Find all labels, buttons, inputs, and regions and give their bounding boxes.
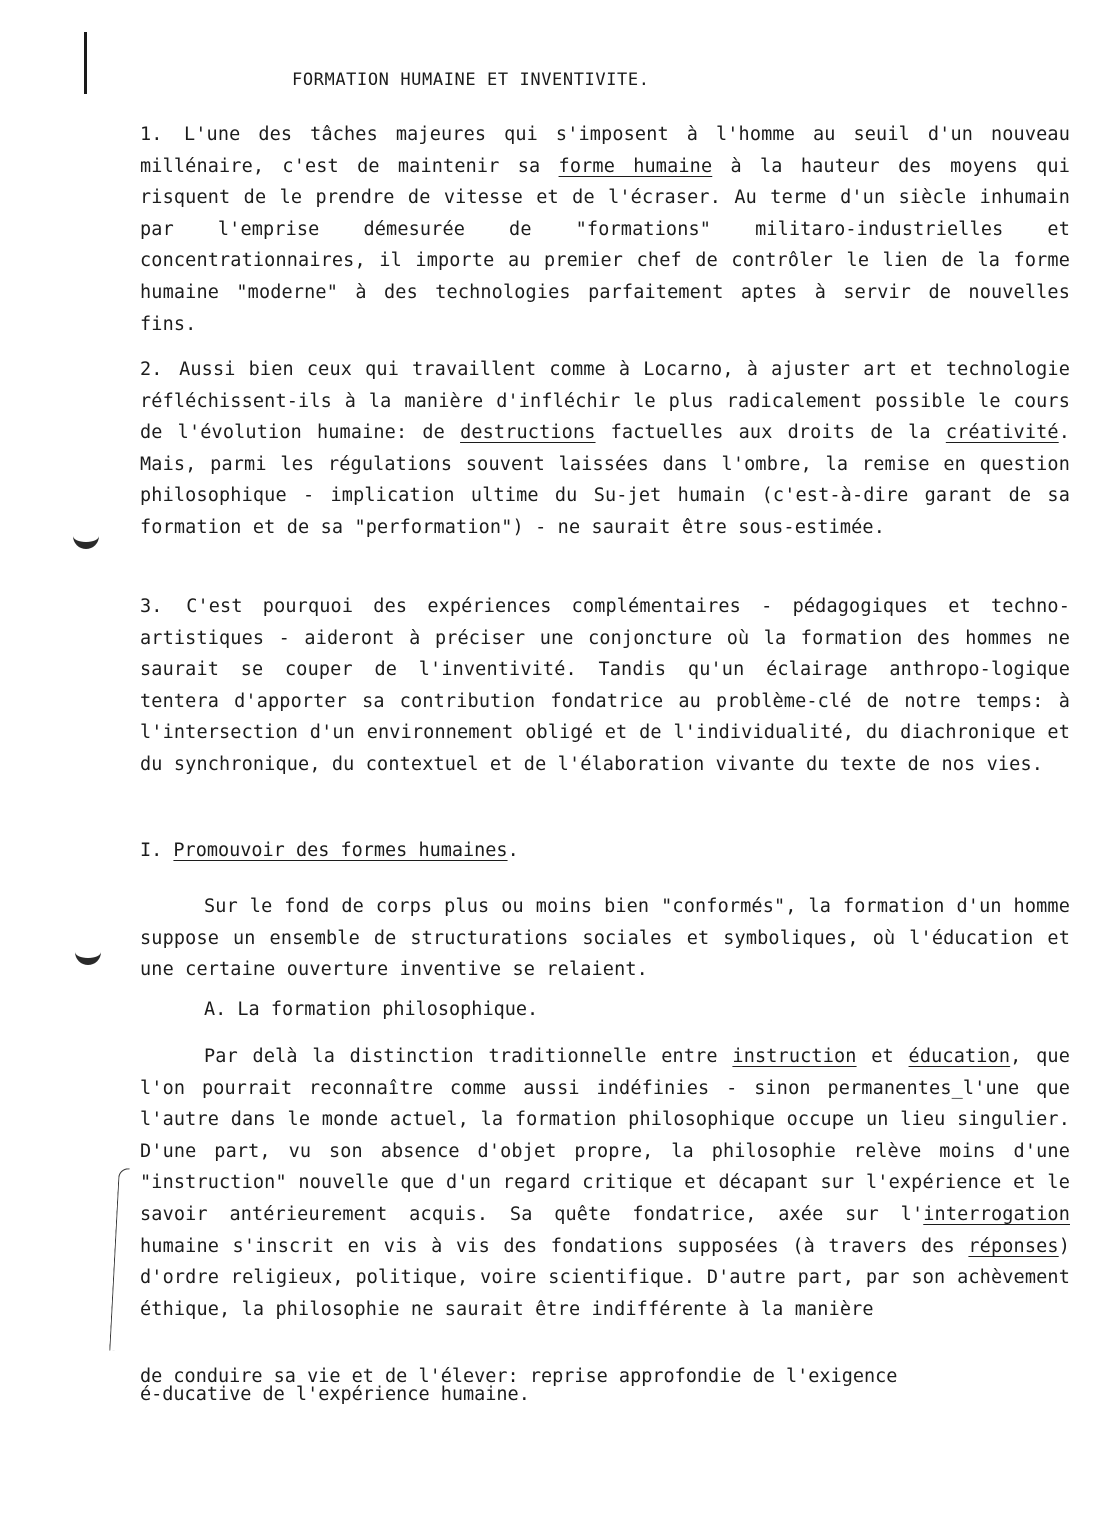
paragraph-text: à la hauteur des moyens qui risquent de le prendre de vitesse et de l'écraser. Au terme d'un siècle inhumain par l'emprise démesurée de "formations" militaro-industrielles et concentrationnaires, il importe au premier chef de contrôler le lien de la forme humaine "moderne" à des technologies parfaitement aptes à servir de nouvelles fins. (140, 155, 1071, 335)
closing-lines (140, 1368, 897, 1404)
punch-hole-mark (73, 528, 99, 549)
section-heading-text: Promouvoir des formes humaines (173, 840, 508, 861)
paragraph-4: Sur le fond de corps plus ou moins bien "conformés", la formation d'un homme suppose un ensemble de structurations sociales et symboliques, où l'éducation et une certaine ouverture inventive se relaient. (140, 896, 1070, 981)
paragraph-text: . Mais, parmi les régulations souvent laissées dans l'ombre, la remise en question philosophique - implication ultime du Su-jet humain (c'est-à-dire garant de sa formation et de sa "performation") - ne saurait être sous-estimée. (140, 422, 1070, 538)
subsection-heading: A. La formation philosophique. (204, 999, 539, 1020)
paragraph-text: Aussi bien ceux qui travaillent comme à Locarno, à ajuster art et technologie réfléchissent-ils à la manière d'infléchir le plus radicalement possible le cours de l'évolution humaine: de (140, 359, 1071, 444)
paragraph-number: 2. (140, 359, 163, 380)
paragraph-number: 3. (140, 596, 163, 617)
underlined-term: éducation (908, 1046, 1011, 1067)
underlined-term: instruction (732, 1046, 857, 1067)
section-heading-end: . (507, 840, 519, 861)
underlined-term: destructions (460, 422, 596, 444)
paragraph-text: C'est pourquoi des expériences complémentaires - pédagogiques et techno-artistiques - aideront à préciser une conjoncture où la formation des hommes ne saurait se couper de l'inventivité. Tandis qu'un éclairage anthropo-logique tentera d'apporter sa contribution fondatrice au problème-clé de notre temps: à l'intersection d'un environnement obligé et de l'individualité, du diachronique et du synchronique, du contextuel et de l'élaboration vivante du texte de nos vies. (140, 596, 1071, 775)
paragraph-1 (140, 119, 1070, 340)
paragraph-text: , que l'on pourrait reconnaître comme aussi indéfinies - sinon permanentes_l'une que l'autre dans le monde actuel, la formation philosophique occupe un lieu singulier. D'une part, vu son absence d'objet propre, la philosophie relève moins d'une "instruction" nouvelle que d'un regard critique et décapant sur l'expérience et le savoir antérieurement acquis. Sa quête fondatrice, axée sur l' (140, 1046, 1070, 1225)
underlined-term: réponses (968, 1235, 1059, 1257)
paragraph-text: factuelles aux droits de la (595, 422, 946, 444)
paragraph-text: humaine s'inscrit en vis à vis des fondations supposées (à travers des (140, 1235, 969, 1257)
handwritten-margin-bracket (109, 1168, 130, 1351)
closing-line: é-ducative de l'expérience humaine. (140, 1384, 530, 1405)
underlined-term: forme humaine (558, 155, 713, 177)
document-title: FORMATION HUMAINE ET INVENTIVITE. (292, 70, 650, 90)
paragraph-text: L'une des tâches majeures qui s'imposent à l'homme au seuil d'un nouveau millénaire, c'est de maintenir sa (140, 124, 1070, 177)
paragraph-text: ) d'ordre religieux, politique, voire scientifique. D'autre part, par son achèvement éthique, la philosophie ne saurait être indifférente à la manière (140, 1235, 1070, 1320)
section-numeral: I. (140, 840, 163, 861)
punch-hole-mark (75, 944, 101, 965)
paragraph-text: Par delà la distinction traditionnelle entre (204, 1046, 733, 1067)
section-heading (140, 840, 519, 861)
paragraph-3 (140, 591, 1070, 781)
underlined-term: interrogation (923, 1203, 1070, 1225)
margin-mark (84, 32, 87, 94)
paragraph-5 (140, 1041, 1070, 1325)
paragraph-text: et (856, 1046, 909, 1067)
underlined-term: créativité (945, 422, 1059, 444)
paragraph-2 (140, 354, 1070, 544)
closing-line: de conduire sa vie et de l'élever: reprise approfondie de l'exigence (140, 1366, 898, 1387)
paragraph-number: 1. (140, 124, 163, 145)
